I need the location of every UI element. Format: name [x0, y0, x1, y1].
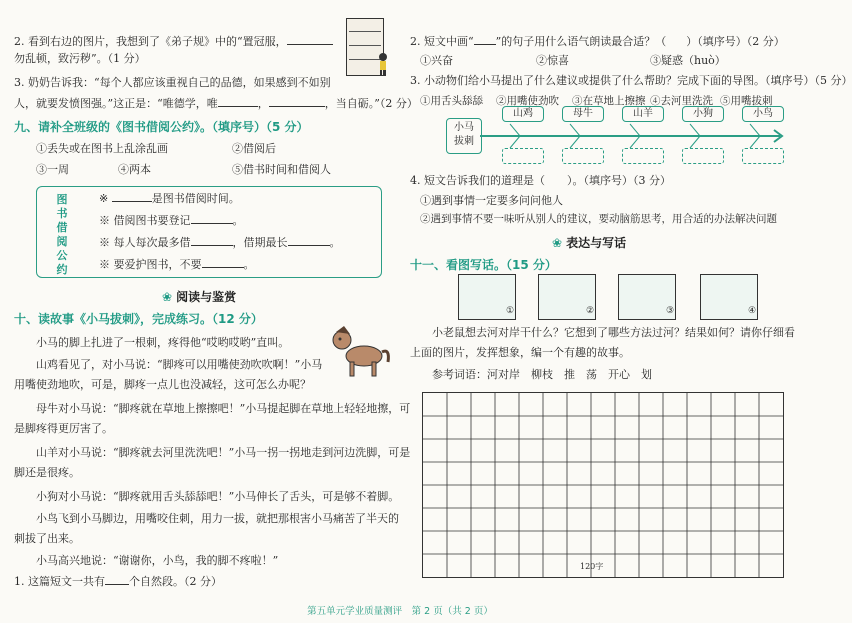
- answer-blank[interactable]: [191, 235, 233, 246]
- picture-number: ②: [586, 306, 595, 316]
- q2-line2: 勿乱顿，致污秽”。（1 分）: [14, 52, 146, 65]
- reading-banner: ❀ 阅读与鉴赏: [162, 290, 237, 304]
- story-line: 小鸟飞到小马脚边，用嘴咬住刺，用力一拔，就把那根害小马痛苦了半天的: [36, 512, 399, 525]
- rule-1: ※ 是图书借阅时间。: [99, 192, 240, 205]
- map-animal-box: 小鸟: [742, 106, 784, 122]
- story-line: 小马的脚上扎进了一根刺，疼得他“哎哟哎哟”直叫。: [36, 336, 290, 349]
- answer-blank[interactable]: [191, 213, 233, 224]
- r-q2-opt1: ①兴奋: [420, 54, 453, 67]
- r-q3-line: 3. 小动物们给小马提出了什么建议或提供了什么帮助？完成下面的导图。（填序号）（5 分）: [410, 74, 852, 87]
- answer-blank[interactable]: [105, 574, 129, 585]
- wavy-underline-sample: [474, 34, 496, 45]
- picture-number: ①: [506, 306, 515, 316]
- story-line: 山羊对小马说：“脚疼就去河里洗洗吧！”小马一拐一拐地走到河边洗脚，可是: [36, 446, 411, 459]
- r-q4-opt1: ①遇到事情一定要多问问他人: [420, 194, 563, 207]
- picture-number: ③: [666, 306, 675, 316]
- map-animal-box: 母牛: [562, 106, 604, 122]
- story-line: 小马高兴地说：“谢谢你，小鸟，我的脚不疼啦！”: [36, 554, 279, 567]
- flower-icon: ❀: [162, 290, 173, 304]
- writing-prompt-1: 小老鼠想去河对岸干什么？它想到了哪些方法过河？结果如何？请你仔细看: [432, 326, 795, 339]
- rule-2: ※ 借阅图书要登记 。: [99, 214, 244, 227]
- answer-blank[interactable]: [202, 257, 244, 268]
- flower-icon: ❀: [552, 236, 563, 250]
- q1-line: 1. 这篇短文一共有 个自然段。（2 分）: [14, 575, 222, 588]
- story-line: 母牛对小马说：“脚疼就在草地上擦擦吧！”小马提起脚在草地上轻轻地擦，可: [36, 402, 411, 415]
- map-answer-box[interactable]: [682, 148, 724, 164]
- map-answer-box[interactable]: [562, 148, 604, 164]
- r-q3-opt4: ④去河里洗洗: [650, 95, 713, 107]
- picture-number: ④: [748, 306, 757, 316]
- r-q3-opt1: ①用舌头舔舔: [420, 95, 483, 107]
- answer-blank[interactable]: [112, 191, 152, 202]
- child-figure-image: [376, 52, 390, 76]
- r-q3-opt5: ⑤用嘴拔刺: [720, 95, 773, 107]
- map-center-box: 小马 拔刺: [446, 118, 482, 154]
- story-line: 小狗对小马说：“脚疼就用舌头舔舔吧！”小马伸长了舌头，可是够不着脚。: [36, 490, 400, 503]
- map-animal-box: 山羊: [622, 106, 664, 122]
- r-q4-line: 4. 短文告诉我们的道理是（ ）。（填序号）（3 分）: [410, 174, 671, 187]
- answer-blank[interactable]: [287, 34, 333, 45]
- s9-option-5: ⑤借书时间和借阅人: [232, 163, 331, 176]
- grid-count-mark: 120字: [580, 562, 604, 571]
- r-q2-line: 2. 短文中画“ ”的句子用什么语气朗读最合适？（ ）（填序号）（2 分）: [410, 35, 785, 48]
- r-q2-opt2: ②惊喜: [536, 54, 569, 67]
- section-9-title: 九、请补全班级的《图书借阅公约》。（填序号）（5 分）: [14, 120, 309, 134]
- q2-line1: 2. 看到右边的图片，我想到了《弟子规》中的“置冠服，: [14, 34, 333, 49]
- s9-option-4: ④两本: [118, 163, 151, 176]
- story-line: 是脚疼得更厉害了。: [14, 422, 113, 435]
- r-q4-opt2: ②遇到事情不要一味听从别人的建议，要动脑筋思考，用合适的办法解决问题: [420, 213, 777, 225]
- rules-box-title: 图 书 借 阅 公 约: [56, 193, 68, 276]
- rule-4: ※ 要爱护图书，不要 。: [99, 258, 255, 271]
- page-footer: 第五单元学业质量测评 第 2 页（共 2 页）: [307, 606, 493, 617]
- story-line: 脚还是很疼。: [14, 466, 80, 479]
- keywords-line: 参考词语：河对岸 柳枝 推 荡 开心 划: [432, 368, 652, 381]
- pony-image: [328, 322, 392, 382]
- map-answer-box[interactable]: [502, 148, 544, 164]
- map-answer-box[interactable]: [742, 148, 784, 164]
- map-answer-box[interactable]: [622, 148, 664, 164]
- rules-box: [36, 186, 382, 278]
- story-line: 刺拔了出来。: [14, 532, 80, 545]
- s9-option-1: ①丢失或在图书上乱涂乱画: [36, 142, 168, 155]
- rule-3: ※ 每人每次最多借 ，借期最长 。: [99, 236, 341, 249]
- writing-banner: ❀ 表达与写话: [552, 236, 627, 250]
- section-10-title: 十、读故事《小马拔刺》，完成练习。（12 分）: [14, 312, 263, 326]
- writing-prompt-2: 上面的图片，发挥想象，编一个有趣的故事。: [410, 346, 630, 359]
- r-q3-opt3: ③在草地上擦擦: [572, 95, 646, 107]
- answer-blank[interactable]: [218, 96, 258, 107]
- r-q3-opt2: ②用嘴使劲吹: [496, 95, 559, 107]
- q3-line1: 3. 奶奶告诉我：“每个人都应该重视自己的品德，如果感到不如别: [14, 76, 331, 89]
- story-line: 用嘴使劲地吹，可是，脚疼一点儿也没减轻，这可怎么办呢？: [14, 378, 311, 391]
- r-q2-opt3: ③疑惑（huò）: [650, 54, 726, 67]
- section-11-title: 十一、看图写话。（15 分）: [410, 258, 557, 272]
- map-animal-box: 小狗: [682, 106, 724, 122]
- answer-blank[interactable]: [288, 235, 330, 246]
- map-animal-box: 山鸡: [502, 106, 544, 122]
- s9-option-2: ②借阅后: [232, 142, 276, 155]
- answer-blank[interactable]: [269, 96, 325, 107]
- writing-grid[interactable]: [422, 392, 784, 578]
- story-line: 山鸡看见了，对小马说：“脚疼可以用嘴使劲吹吹啊！”小马: [36, 358, 323, 371]
- q3-line2: 人，就要发愤图强。”这正是：“唯德学，唯 ， ，当自砺。”（2 分）: [14, 97, 418, 110]
- s9-option-3: ③一周: [36, 163, 69, 176]
